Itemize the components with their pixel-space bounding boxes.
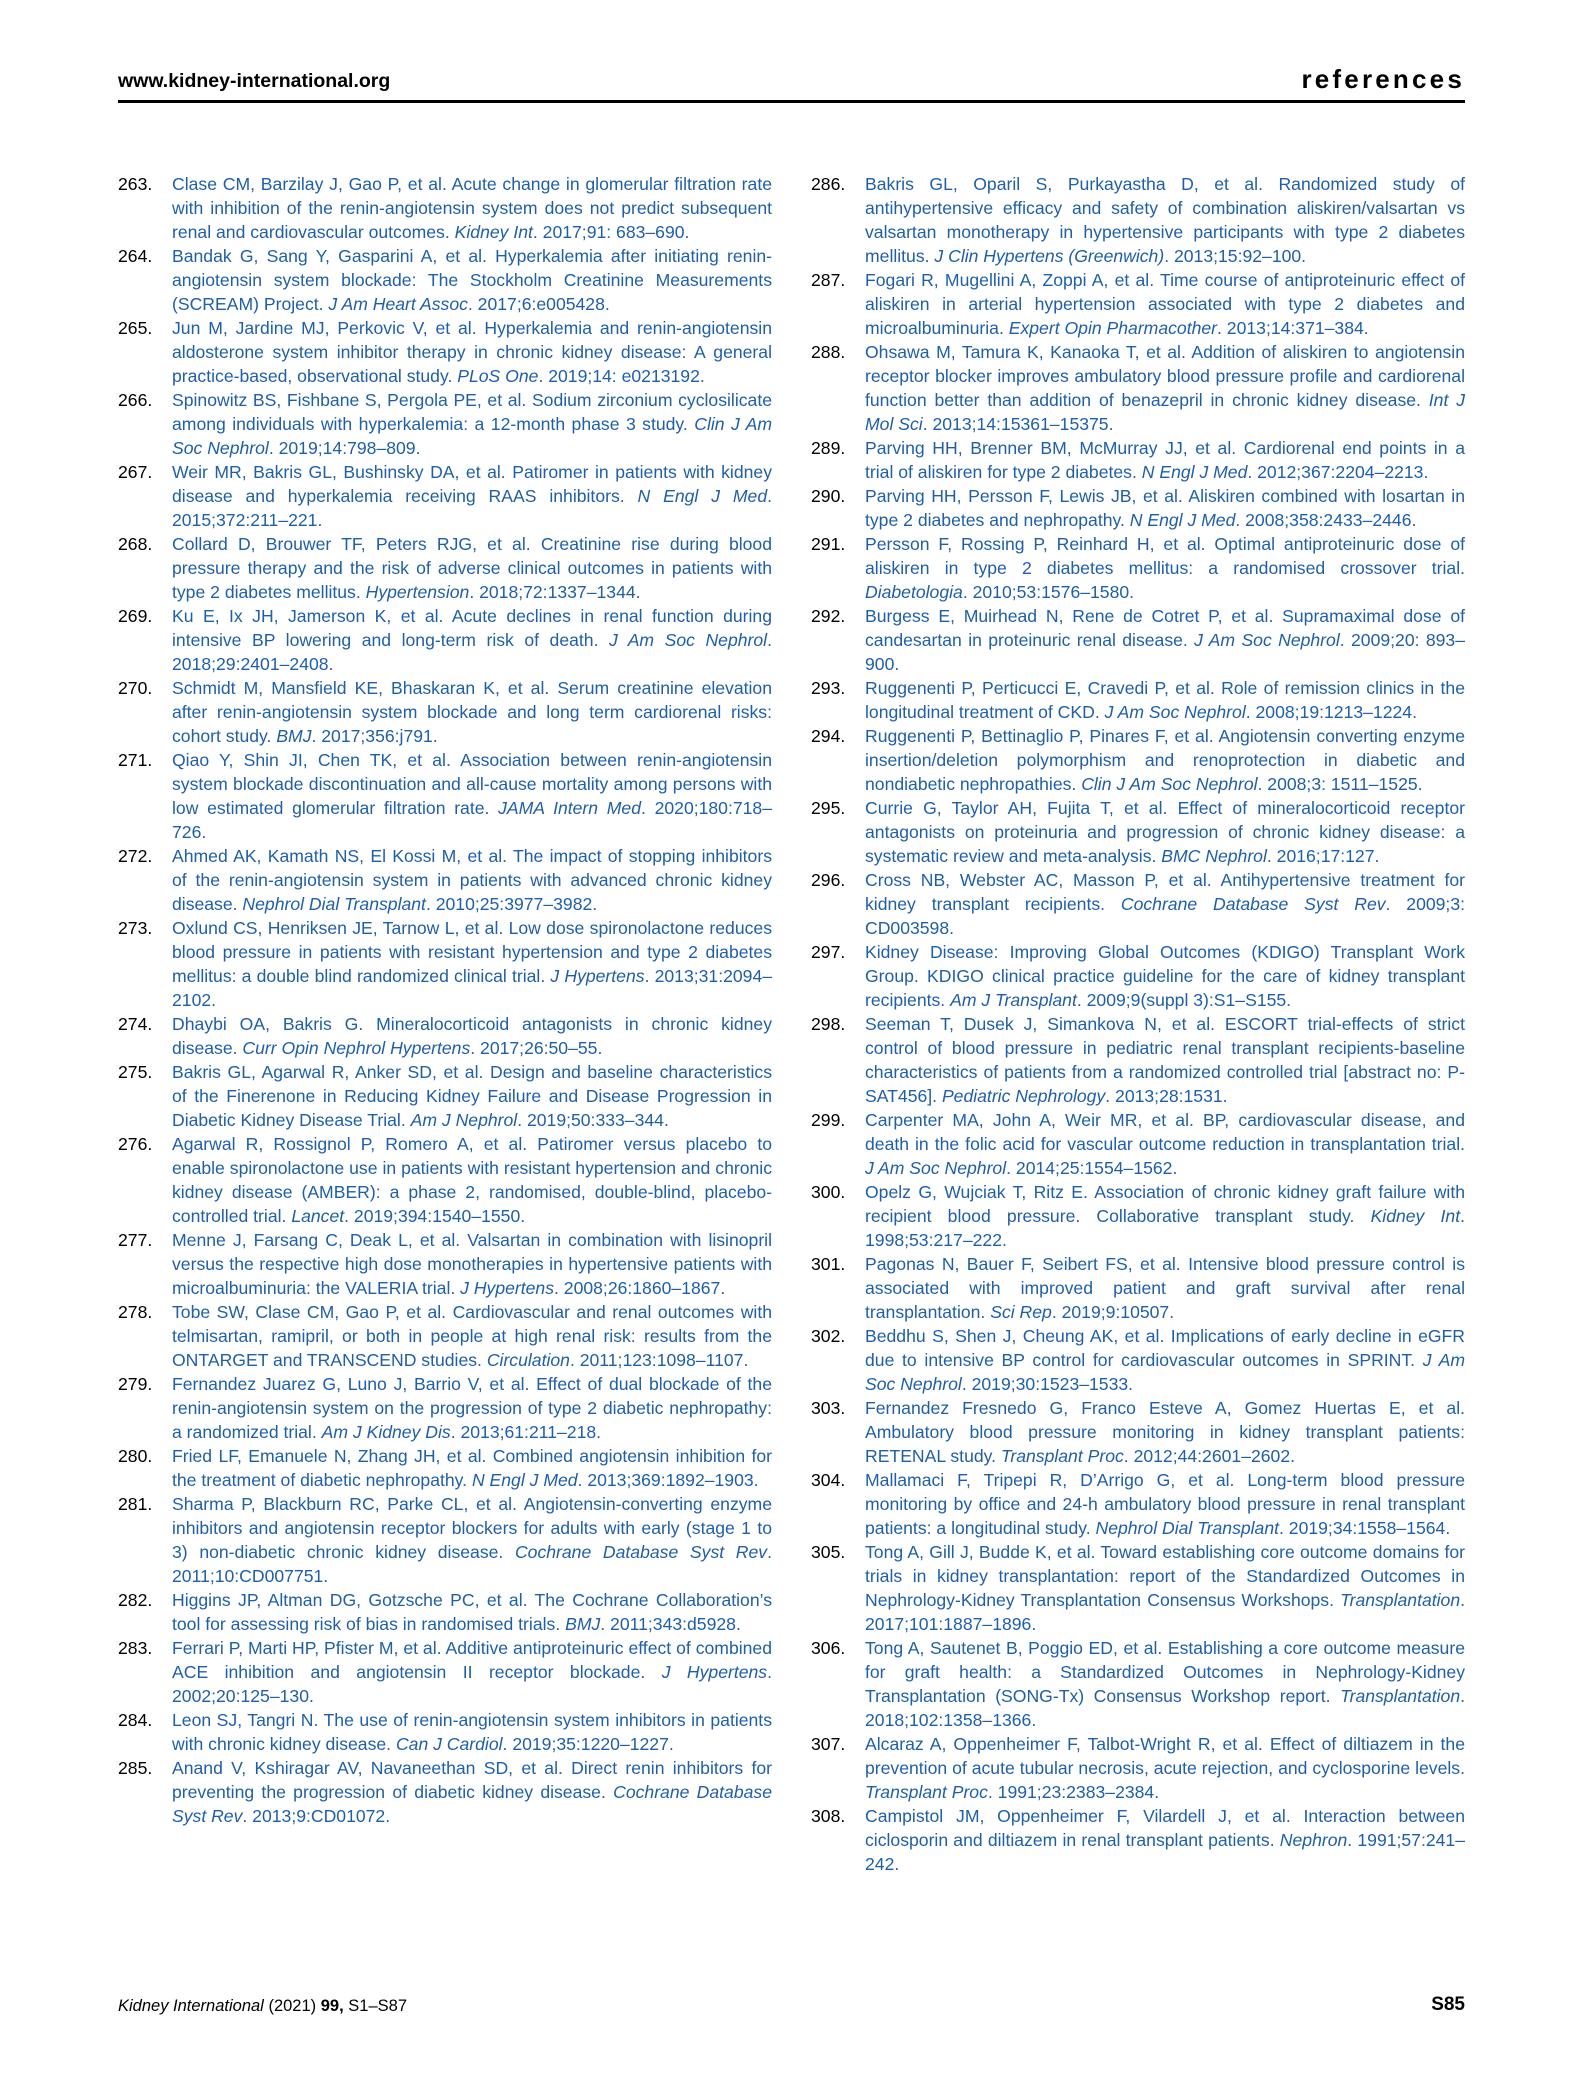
reference-journal: J Hypertens [460, 1278, 555, 1298]
reference-number: 268. [118, 534, 153, 554]
reference-details: . 2019;35:1220–1227. [502, 1734, 674, 1754]
reference-details: . 2010;25:3977–3982. [425, 894, 598, 914]
reference-details: . 2013;31:2094–2102. [172, 966, 773, 1010]
reference-citation-link[interactable] [172, 318, 772, 386]
reference-text: Parving HH, Brenner BM, McMurray JJ, et al. Cardiorenal end points in a trial of aliskiren for type 2 diabetes. [865, 438, 1465, 482]
reference-item[interactable] [118, 1228, 772, 1300]
reference-text: Spinowitz BS, Fishbane S, Pergola PE, et al. Sodium zirconium cyclosilicate among individuals with hyperkalemia: a 12-month phase 3 study. [172, 390, 772, 434]
reference-number: 283. [118, 1638, 153, 1658]
reference-citation-link[interactable] [172, 918, 772, 1010]
reference-text: Opelz G, Wujciak T, Ritz E. Association of chronic kidney graft failure with recipient blood pressure. Collaborative transplant study. [865, 1182, 1465, 1226]
reference-details: . 2012;44:2601–2602. [1123, 1446, 1296, 1466]
reference-citation-link[interactable] [865, 1182, 1465, 1250]
reference-journal: Pediatric Nephrology [941, 1086, 1106, 1106]
reference-journal: Transplant Proc [1000, 1446, 1124, 1466]
reference-number: 281. [118, 1494, 153, 1514]
reference-journal: Clin J Am Soc Nephrol [1081, 774, 1258, 794]
reference-text: Mallamaci F, Tripepi R, D’Arrigo G, et al. Long-term blood pressure monitoring by office and 24-h ambulatory blood pressure in renal transplant patients: a longitudinal study. [865, 1470, 1465, 1538]
reference-text: Burgess E, Muirhead N, Rene de Cotret P, et al. Supramaximal dose of candesartan in proteinuric renal disease. [865, 606, 1465, 650]
reference-text: Kidney Disease: Improving Global Outcomes (KDIGO) Transplant Work Group. KDIGO clinical practice guideline for the care of kidney transplant recipients. [865, 942, 1465, 1010]
reference-citation-link[interactable] [172, 1638, 772, 1706]
reference-text: Fried LF, Emanuele N, Zhang JH, et al. Combined angiotensin inhibition for the treatment of diabetic nephropathy. [172, 1446, 772, 1490]
reference-text: Fogari R, Mugellini A, Zoppi A, et al. Time course of antiproteinuric effect of aliskiren in arterial hypertension associated with type 2 diabetes and microalbuminuria. [865, 270, 1465, 338]
reference-number: 290. [811, 486, 846, 506]
reference-journal: Curr Opin Nephrol Hypertens [242, 1038, 471, 1058]
reference-citation-link[interactable] [865, 1542, 1465, 1634]
reference-item[interactable] [118, 1060, 772, 1132]
reference-item[interactable] [811, 1540, 1465, 1636]
reference-details: . 2009;3: CD003598. [865, 894, 1465, 938]
reference-journal: J Am Soc Nephrol [609, 630, 768, 650]
reference-journal: Transplant Proc [865, 1782, 988, 1802]
reference-number: 295. [811, 798, 846, 818]
reference-details: . 2008;26:1860–1867. [554, 1278, 726, 1298]
reference-details: . 1991;57:241–242. [865, 1830, 1465, 1874]
reference-details: . 2018;102:1358–1366. [865, 1686, 1465, 1730]
reference-journal: JAMA Intern Med [498, 798, 641, 818]
reference-details: . 2013;28:1531. [1105, 1086, 1228, 1106]
reference-citation-link[interactable] [865, 1326, 1465, 1394]
reference-details: . 1991;23:2383–2384. [987, 1782, 1160, 1802]
reference-citation-link[interactable] [172, 678, 772, 746]
reference-item[interactable] [811, 676, 1465, 724]
reference-item[interactable] [118, 1300, 772, 1372]
reference-text: Parving HH, Persson F, Lewis JB, et al. Aliskiren combined with losartan in type 2 diabetes and nephropathy. [865, 486, 1465, 530]
reference-journal: J Clin Hypertens (Greenwich) [934, 246, 1165, 266]
reference-number: 308. [811, 1806, 846, 1826]
reference-number: 272. [118, 846, 153, 866]
reference-number: 271. [118, 750, 153, 770]
reference-number: 286. [811, 174, 846, 194]
reference-text: Tobe SW, Clase CM, Gao P, et al. Cardiovascular and renal outcomes with telmisartan, ramipril, or both in people at high renal risk: results from the ONTARGET and TRANSCEND studies. [172, 1302, 772, 1370]
reference-text: Persson F, Rossing P, Reinhard H, et al. Optimal antiproteinuric dose of aliskiren in type 2 diabetes mellitus: a randomised crossover trial. [865, 534, 1465, 578]
reference-details: . 2008;19:1213–1224. [1245, 702, 1417, 722]
reference-details: . 2017;356:j791. [311, 726, 438, 746]
reference-text: Carpenter MA, John A, Weir MR, et al. BP, cardiovascular disease, and death in the folic acid for vascular outcome reduction in transplantation trial. [865, 1110, 1465, 1154]
reference-text: Higgins JP, Altman DG, Gotzsche PC, et al. The Cochrane Collaboration’s tool for assessing risk of bias in randomised trials. [172, 1590, 772, 1634]
reference-number: 306. [811, 1638, 846, 1658]
reference-citation-link[interactable] [865, 1398, 1465, 1466]
reference-citation-link[interactable] [865, 438, 1465, 482]
reference-item[interactable] [118, 1132, 772, 1228]
reference-number: 275. [118, 1062, 153, 1082]
reference-citation-link[interactable] [172, 1710, 772, 1754]
reference-journal: J Hypertens [550, 966, 645, 986]
reference-text: Menne J, Farsang C, Deak L, et al. Valsartan in combination with lisinopril versus the respective high dose monotherapies in hypertensive patients with microalbuminuria: the VALERIA trial. [172, 1230, 772, 1298]
reference-text: Bakris GL, Oparil S, Purkayastha D, et al. Randomized study of antihypertensive efficacy and safety of combination aliskiren/valsartan vs valsartan monotherapy in hypertensive participants with type 2 diabetes mellitus. [865, 174, 1465, 266]
reference-number: 280. [118, 1446, 153, 1466]
reference-citation-link[interactable] [865, 1734, 1465, 1802]
reference-text: Ku E, Ix JH, Jamerson K, et al. Acute declines in renal function during intensive BP lowering and long-term risk of death. [172, 606, 772, 650]
reference-details: . 2013;9:CD01072. [242, 1806, 391, 1826]
reference-citation-link[interactable] [865, 1806, 1465, 1874]
reference-text: Agarwal R, Rossignol P, Romero A, et al. Patiromer versus placebo to enable spironolactone use in patients with resistant hypertension and chronic kidney disease (AMBER): a phase 2, randomised, double-blind, placebo-controlled trial. [172, 1134, 772, 1226]
reference-details: . 2011;10:CD007751. [172, 1542, 772, 1586]
reference-details: . 2013;369:1892–1903. [577, 1470, 759, 1490]
reference-text: Ohsawa M, Tamura K, Kanaoka T, et al. Addition of aliskiren to angiotensin receptor blocker improves ambulatory blood pressure profile and cardiorenal function better than addition of benazepril in chronic kidney disease. [865, 342, 1465, 410]
reference-text: Bandak G, Sang Y, Gasparini A, et al. Hyperkalemia after initiating renin-angiotensin system blockade: The Stockholm Creatinine Measurements (SCREAM) Project. [172, 246, 772, 314]
reference-journal: Lancet [291, 1206, 345, 1226]
reference-details: . 2013;14:15361–15375. [922, 414, 1114, 434]
reference-item[interactable] [811, 1180, 1465, 1252]
reference-citation-link[interactable] [865, 342, 1465, 434]
reference-details: . 2013;61:211–218. [450, 1422, 602, 1442]
reference-journal: BMC Nephrol [1161, 846, 1267, 866]
reference-item[interactable] [118, 676, 772, 748]
reference-number: 303. [811, 1398, 846, 1418]
reference-citation-link[interactable] [865, 726, 1465, 794]
reference-number: 304. [811, 1470, 846, 1490]
reference-item[interactable] [811, 1732, 1465, 1804]
reference-item[interactable] [118, 172, 772, 244]
reference-citation-link[interactable] [172, 1014, 772, 1058]
reference-number: 274. [118, 1014, 153, 1034]
reference-details: . 2017;91: 683–690. [532, 222, 690, 242]
reference-text: Ferrari P, Marti HP, Pfister M, et al. Additive antiproteinuric effect of combined ACE inhibition and angiotensin II receptor blockade. [172, 1638, 772, 1682]
reference-text: Fernandez Juarez G, Luno J, Barrio V, et al. Effect of dual blockade of the renin-angiotensin system on the progression of type 2 diabetic nephropathy: a randomized trial. [172, 1374, 772, 1442]
reference-details: . 2018;29:2401–2408. [172, 630, 772, 674]
reference-journal: Am J Nephrol [410, 1110, 518, 1130]
reference-number: 292. [811, 606, 846, 626]
reference-item[interactable] [811, 1636, 1465, 1732]
reference-journal: J Am Soc Nephrol [865, 1350, 1465, 1394]
reference-item[interactable] [811, 604, 1465, 676]
reference-journal: Nephrol Dial Transplant [1095, 1518, 1280, 1538]
reference-text: Qiao Y, Shin JI, Chen TK, et al. Association between renin-angiotensin system blockade discontinuation and all-cause mortality among persons with low estimated glomerular filtration rate. [172, 750, 772, 818]
reference-text: Ruggenenti P, Bettinaglio P, Pinares F, et al. Angiotensin converting enzyme insertion/deletion polymorphism and renoprotection in diabetic and nondiabetic nephropathies. [865, 726, 1465, 794]
reference-number: 288. [811, 342, 846, 362]
reference-journal: J Hypertens [661, 1662, 768, 1682]
reference-item[interactable] [811, 436, 1465, 484]
reference-text: Anand V, Kshiragar AV, Navaneethan SD, et al. Direct renin inhibitors for preventing the progression of diabetic kidney disease. [172, 1758, 772, 1802]
reference-details: . 2013;14:371–384. [1217, 318, 1369, 338]
reference-journal: Cochrane Database Syst Rev [172, 1782, 772, 1826]
reference-journal: Cochrane Database Syst Rev [1120, 894, 1386, 914]
reference-number: 282. [118, 1590, 153, 1610]
reference-journal: Nephron [1279, 1830, 1348, 1850]
reference-text: Cross NB, Webster AC, Masson P, et al. Antihypertensive treatment for kidney transplant recipients. [865, 870, 1465, 914]
reference-number: 300. [811, 1182, 846, 1202]
reference-citation-link[interactable] [865, 606, 1465, 674]
reference-item[interactable] [811, 796, 1465, 868]
reference-journal: Sci Rep [990, 1302, 1052, 1322]
reference-number: 263. [118, 174, 153, 194]
reference-text: Jun M, Jardine MJ, Perkovic V, et al. Hyperkalemia and renin-angiotensin aldosterone system inhibitor therapy in chronic kidney disease: A general practice-based, observational study. [172, 318, 772, 386]
reference-citation-link[interactable] [865, 798, 1465, 866]
reference-details: . 2012;367:2204–2213. [1247, 462, 1429, 482]
reference-citation-link[interactable] [865, 1638, 1465, 1730]
reference-details: . 2018;72:1337–1344. [469, 582, 641, 602]
reference-number: 277. [118, 1230, 153, 1250]
reference-citation-link[interactable] [172, 1446, 772, 1490]
reference-citation-link[interactable] [865, 1014, 1465, 1106]
reference-item[interactable] [811, 1324, 1465, 1396]
section-title: references [1301, 64, 1465, 94]
reference-journal: J Am Soc Nephrol [1104, 702, 1246, 722]
reference-citation-link[interactable] [172, 606, 772, 674]
reference-citation-link[interactable] [865, 1254, 1465, 1322]
reference-details: . 2009;20: 893–900. [865, 630, 1465, 674]
reference-details: . 2019;14:798–809. [268, 438, 421, 458]
reference-journal: Diabetologia [865, 582, 963, 602]
reference-journal: Can J Cardiol [395, 1734, 503, 1754]
reference-text: Bakris GL, Agarwal R, Anker SD, et al. Design and baseline characteristics of the Finerenone in Reducing Kidney Failure and Disease Progression in Diabetic Kidney Disease Trial. [172, 1062, 772, 1130]
reference-journal: Am J Transplant [950, 990, 1077, 1010]
reference-item[interactable] [118, 532, 772, 604]
reference-number: 305. [811, 1542, 846, 1562]
reference-citation-link[interactable] [172, 1590, 772, 1634]
reference-citation-link[interactable] [172, 1134, 772, 1226]
reference-details: . 2002;20:125–130. [172, 1662, 772, 1706]
reference-item[interactable] [118, 1372, 772, 1444]
reference-citation-link[interactable] [172, 1302, 772, 1370]
reference-text: Clase CM, Barzilay J, Gao P, et al. Acute change in glomerular filtration rate with inhibition of the renin-angiotensin system does not predict subsequent renal and cardiovascular outcomes. [172, 174, 772, 242]
reference-number: 269. [118, 606, 153, 626]
reference-journal: Expert Opin Pharmacother [1008, 318, 1218, 338]
reference-number: 307. [811, 1734, 846, 1754]
reference-citation-link[interactable] [865, 486, 1465, 530]
reference-text: Pagonas N, Bauer F, Seibert FS, et al. Intensive blood pressure control is associated with improved patient and graft survival after renal transplantation. [865, 1254, 1465, 1322]
reference-item[interactable] [118, 748, 772, 844]
reference-item[interactable] [811, 868, 1465, 940]
reference-journal: N Engl J Med [637, 486, 768, 506]
reference-text: Schmidt M, Mansfield KE, Bhaskaran K, et al. Serum creatinine elevation after renin-angiotensin system blockade and long term cardiorenal risks: cohort study. [172, 678, 772, 746]
reference-item[interactable] [811, 484, 1465, 532]
reference-journal: Kidney Int [454, 222, 533, 242]
reference-journal: J Am Soc Nephrol [1194, 630, 1340, 650]
reference-number: 273. [118, 918, 153, 938]
reference-number: 298. [811, 1014, 846, 1034]
reference-citation-link[interactable] [865, 1110, 1465, 1178]
reference-citation-link[interactable] [865, 678, 1465, 722]
reference-item[interactable] [811, 1804, 1465, 1876]
reference-citation-link[interactable] [172, 1374, 772, 1442]
reference-citation-link[interactable] [172, 390, 772, 458]
reference-number: 276. [118, 1134, 153, 1154]
reference-citation-link[interactable] [172, 1494, 772, 1586]
reference-item[interactable] [118, 604, 772, 676]
reference-item[interactable] [811, 1396, 1465, 1468]
reference-text: Seeman T, Dusek J, Simankova N, et al. ESCORT trial-effects of strict control of blood pressure in pediatric renal transplant recipients-baseline characteristics of patients from a randomized controlled trial [abstract no: P-SAT456]. [865, 1014, 1465, 1106]
reference-number: 285. [118, 1758, 153, 1778]
reference-citation-link[interactable] [172, 246, 772, 314]
reference-details: . 2019;34:1558–1564. [1279, 1518, 1451, 1538]
reference-number: 266. [118, 390, 153, 410]
reference-number: 270. [118, 678, 153, 698]
reference-text: Dhaybi OA, Bakris G. Mineralocorticoid antagonists in chronic kidney disease. [172, 1014, 772, 1058]
reference-number: 294. [811, 726, 846, 746]
reference-item[interactable] [811, 940, 1465, 1012]
reference-details: . 2019;394:1540–1550. [344, 1206, 526, 1226]
reference-journal: Int J Mol Sci [865, 390, 1466, 434]
reference-number: 301. [811, 1254, 846, 1274]
reference-item[interactable] [118, 1636, 772, 1708]
reference-citation-link[interactable] [172, 174, 772, 242]
reference-citation-link[interactable] [865, 174, 1465, 266]
reference-journal: Transplantation [1340, 1686, 1461, 1706]
reference-number: 279. [118, 1374, 153, 1394]
page-header [118, 64, 1465, 104]
footer-citation [118, 1997, 407, 2016]
reference-journal: Am J Kidney Dis [321, 1422, 451, 1442]
reference-number: 297. [811, 942, 846, 962]
reference-details: . 2017;101:1887–1896. [865, 1590, 1465, 1634]
reference-text: Ruggenenti P, Perticucci E, Cravedi P, et al. Role of remission clinics in the longitudinal treatment of CKD. [865, 678, 1465, 722]
reference-item[interactable] [118, 1756, 772, 1828]
reference-citation-link[interactable] [865, 270, 1465, 338]
reference-item[interactable] [118, 460, 772, 532]
reference-text: Beddhu S, Shen J, Cheung AK, et al. Implications of early decline in eGFR due to intensive BP control for cardiovascular outcomes in SPRINT. [865, 1326, 1465, 1370]
page-number: S85 [1431, 1994, 1465, 2015]
reference-journal: Kidney Int [1370, 1206, 1461, 1226]
reference-item[interactable] [811, 172, 1465, 268]
reference-details: . 2013;15:92–100. [1164, 246, 1307, 266]
reference-number: 267. [118, 462, 153, 482]
reference-journal: J Am Soc Nephrol [865, 1158, 1007, 1178]
reference-number: 278. [118, 1302, 153, 1322]
reference-text: Oxlund CS, Henriksen JE, Tarnow L, et al. Low dose spironolactone reduces blood pressure in patients with resistant hypertension and type 2 diabetes mellitus: a double blind randomized clinical trial. [172, 918, 772, 986]
reference-text: Alcaraz A, Oppenheimer F, Talbot-Wright R, et al. Effect of diltiazem in the prevention of acute tubular necrosis, acute rejection, and cyclosporine levels. [865, 1734, 1465, 1778]
reference-citation-link[interactable] [865, 942, 1465, 1010]
reference-number: 287. [811, 270, 846, 290]
reference-column-right [811, 172, 1465, 1876]
reference-item[interactable] [118, 388, 772, 460]
reference-text: Currie G, Taylor AH, Fujita T, et al. Effect of mineralocorticoid receptor antagonists on proteinuria and progression of chronic kidney disease: a systematic review and meta-analysis. [865, 798, 1465, 866]
reference-item[interactable] [118, 916, 772, 1012]
footer-volume: 99, [320, 1997, 344, 2015]
reference-journal: Hypertension [365, 582, 470, 602]
reference-details: . 2015;372:211–221. [172, 486, 773, 530]
reference-journal: N Engl J Med [1129, 510, 1236, 530]
reference-details: . 2019;14: e0213192. [538, 366, 705, 386]
reference-item[interactable] [811, 1012, 1465, 1108]
reference-item[interactable] [118, 1588, 772, 1636]
reference-number: 264. [118, 246, 153, 266]
reference-details: . 2011;123:1098–1107. [569, 1350, 749, 1370]
reference-details: . 2019;50:333–344. [517, 1110, 669, 1130]
reference-details: . 2008;358:2433–2446. [1235, 510, 1417, 530]
reference-details: . 1998;53:217–222. [865, 1206, 1465, 1250]
reference-citation-link[interactable] [172, 462, 772, 530]
reference-number: 289. [811, 438, 846, 458]
reference-text: Campistol JM, Oppenheimer F, Vilardell J, et al. Interaction between ciclosporin and diltiazem in renal transplant patients. [865, 1806, 1465, 1850]
reference-text: Weir MR, Bakris GL, Bushinsky DA, et al. Patiromer in patients with kidney disease and hyperkalemia receiving RAAS inhibitors. [172, 462, 772, 506]
reference-item[interactable] [118, 1444, 772, 1492]
reference-details: . 2019;30:1523–1533. [961, 1374, 1134, 1394]
reference-item[interactable] [118, 244, 772, 316]
reference-number: 299. [811, 1110, 846, 1130]
reference-details: . 2011;343:d5928. [600, 1614, 741, 1634]
reference-number: 291. [811, 534, 846, 554]
reference-journal: BMJ [276, 726, 312, 746]
reference-details: . 2014;25:1554–1562. [1006, 1158, 1178, 1178]
reference-journal: Circulation [486, 1350, 570, 1370]
reference-journal: J Am Heart Assoc [328, 294, 468, 314]
reference-item[interactable] [811, 1252, 1465, 1324]
reference-details: . 2009;9(suppl 3):S1–S155. [1076, 990, 1292, 1010]
reference-text: Leon SJ, Tangri N. The use of renin-angiotensin system inhibitors in patients with chronic kidney disease. [172, 1710, 772, 1754]
reference-citation-link[interactable] [172, 1062, 772, 1130]
reference-details: . 2020;180:718–726. [172, 798, 772, 842]
reference-number: 284. [118, 1710, 153, 1730]
reference-item[interactable] [118, 1012, 772, 1060]
reference-item[interactable] [811, 724, 1465, 796]
reference-number: 265. [118, 318, 153, 338]
reference-journal: Transplantation [1340, 1590, 1461, 1610]
reference-details: . 2016;17:127. [1266, 846, 1380, 866]
footer-pages: S1–S87 [348, 1997, 407, 2015]
reference-journal: Nephrol Dial Transplant [242, 894, 426, 914]
reference-details: . 2017;26:50–55. [470, 1038, 603, 1058]
reference-journal: PLoS One [457, 366, 539, 386]
reference-details: . 2017;6:e005428. [467, 294, 610, 314]
reference-text: Ahmed AK, Kamath NS, El Kossi M, et al. The impact of stopping inhibitors of the renin-angiotensin system in patients with advanced chronic kidney disease. [172, 846, 772, 914]
reference-item[interactable] [118, 1492, 772, 1588]
reference-number: 296. [811, 870, 846, 890]
reference-details: . 2010;53:1576–1580. [962, 582, 1135, 602]
reference-citation-link[interactable] [865, 1470, 1465, 1538]
reference-citation-link[interactable] [172, 1230, 772, 1298]
reference-item[interactable] [811, 532, 1465, 604]
reference-item[interactable] [811, 268, 1465, 340]
reference-citation-link[interactable] [865, 534, 1465, 602]
reference-journal: Clin J Am Soc Nephrol [172, 414, 773, 458]
reference-citation-link[interactable] [172, 1758, 772, 1826]
reference-citation-link[interactable] [172, 846, 772, 914]
reference-journal: N Engl J Med [471, 1470, 578, 1490]
reference-column-left [118, 172, 772, 1828]
reference-citation-link[interactable] [865, 870, 1465, 938]
footer-year: (2021) [268, 1997, 317, 2015]
reference-number: 302. [811, 1326, 846, 1346]
reference-journal: N Engl J Med [1141, 462, 1248, 482]
reference-citation-link[interactable] [172, 534, 772, 602]
header-rule [118, 100, 1465, 103]
reference-citation-link[interactable] [172, 750, 772, 842]
reference-item[interactable] [118, 1708, 772, 1756]
reference-number: 293. [811, 678, 846, 698]
reference-text: Tong A, Sautenet B, Poggio ED, et al. Establishing a core outcome measure for graft health: a Standardized Outcomes in Nephrology-Kidney Transplantation (SONG-Tx) Consensus Workshop report. [865, 1638, 1465, 1706]
reference-details: . 2019;9:10507. [1051, 1302, 1175, 1322]
reference-item[interactable] [811, 1468, 1465, 1540]
footer-journal: Kidney International [118, 1997, 264, 2015]
reference-text: Fernandez Fresnedo G, Franco Esteve A, Gomez Huertas E, et al. Ambulatory blood pressure monitoring in kidney transplant patients: RETENAL study. [865, 1398, 1465, 1466]
reference-item[interactable] [118, 844, 772, 916]
site-url-link[interactable]: www.kidney-international.org [118, 70, 391, 92]
reference-journal: BMJ [565, 1614, 601, 1634]
reference-details: . 2008;3: 1511–1525. [1257, 774, 1423, 794]
reference-text: Sharma P, Blackburn RC, Parke CL, et al. Angiotensin-converting enzyme inhibitors and angiotensin receptor blockers for adults with early (stage 1 to 3) non-diabetic chronic kidney disease. [172, 1494, 772, 1562]
reference-text: Tong A, Gill J, Budde K, et al. Toward establishing core outcome domains for trials in kidney transplantation: report of the Standardized Outcomes in Nephrology-Kidney Transplantation Consensus Workshops. [865, 1542, 1465, 1610]
reference-text: Collard D, Brouwer TF, Peters RJG, et al. Creatinine rise during blood pressure therapy and the risk of adverse clinical outcomes in patients with type 2 diabetes mellitus. [172, 534, 772, 602]
reference-item[interactable] [811, 1108, 1465, 1180]
reference-item[interactable] [811, 340, 1465, 436]
reference-item[interactable] [118, 316, 772, 388]
reference-journal: Cochrane Database Syst Rev [514, 1542, 768, 1562]
